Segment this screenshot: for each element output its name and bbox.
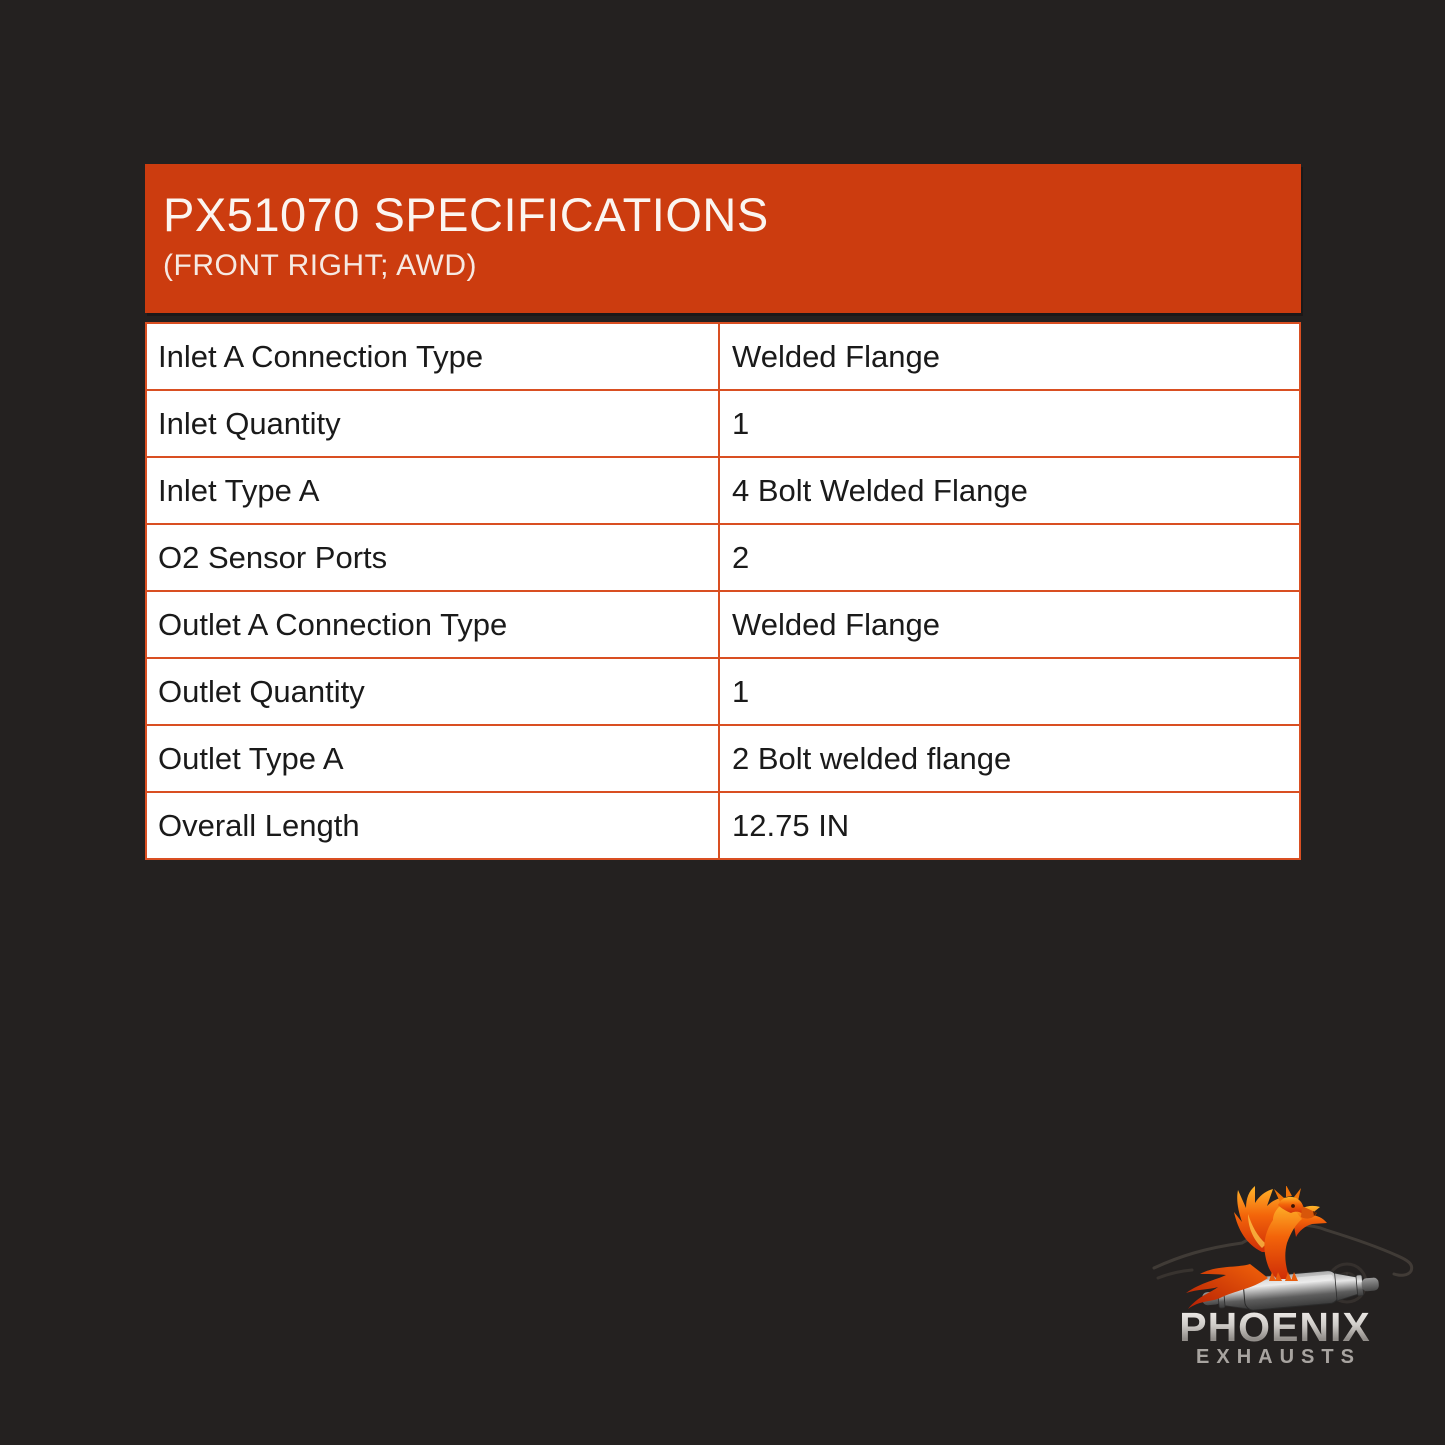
spec-label: Overall Length [147, 793, 720, 858]
spec-label: O2 Sensor Ports [147, 525, 720, 590]
table-row [147, 389, 1299, 456]
spec-value: Welded Flange [732, 606, 940, 642]
table-row [147, 657, 1299, 724]
page-title: PX51070 SPECIFICATIONS [163, 188, 769, 241]
table-row [147, 456, 1299, 523]
phoenix-eye [1291, 1204, 1295, 1208]
spec-label: Outlet Quantity [147, 659, 720, 724]
spec-value: 1 [732, 405, 750, 441]
brand-name: PHOENIX [1160, 1304, 1390, 1351]
spec-label: Outlet A Connection Type [147, 592, 720, 657]
spec-header-banner [145, 164, 1301, 313]
spec-label: Inlet A Connection Type [147, 324, 720, 389]
brand-division: EXHAUSTS [1196, 1346, 1361, 1368]
spec-label: Outlet Type A [147, 726, 720, 791]
spec-label: Inlet Quantity [147, 391, 720, 456]
spec-value: 2 [732, 539, 750, 575]
spec-value: Welded Flange [732, 338, 940, 374]
spec-value: 1 [732, 673, 750, 709]
table-row [147, 590, 1299, 657]
phoenix-on-catalytic-converter-icon [1150, 1186, 1442, 1314]
spec-value: 4 Bolt Welded Flange [732, 472, 1028, 508]
table-row [147, 791, 1299, 858]
page-subtitle: (FRONT RIGHT; AWD) [163, 249, 477, 283]
table-row [147, 324, 1299, 389]
spec-value: 12.75 IN [732, 807, 850, 843]
spec-value: 2 Bolt welded flange [732, 740, 1012, 776]
table-row [147, 724, 1299, 791]
spec-label: Inlet Type A [147, 458, 720, 523]
spec-table [145, 322, 1301, 860]
table-row [147, 523, 1299, 590]
